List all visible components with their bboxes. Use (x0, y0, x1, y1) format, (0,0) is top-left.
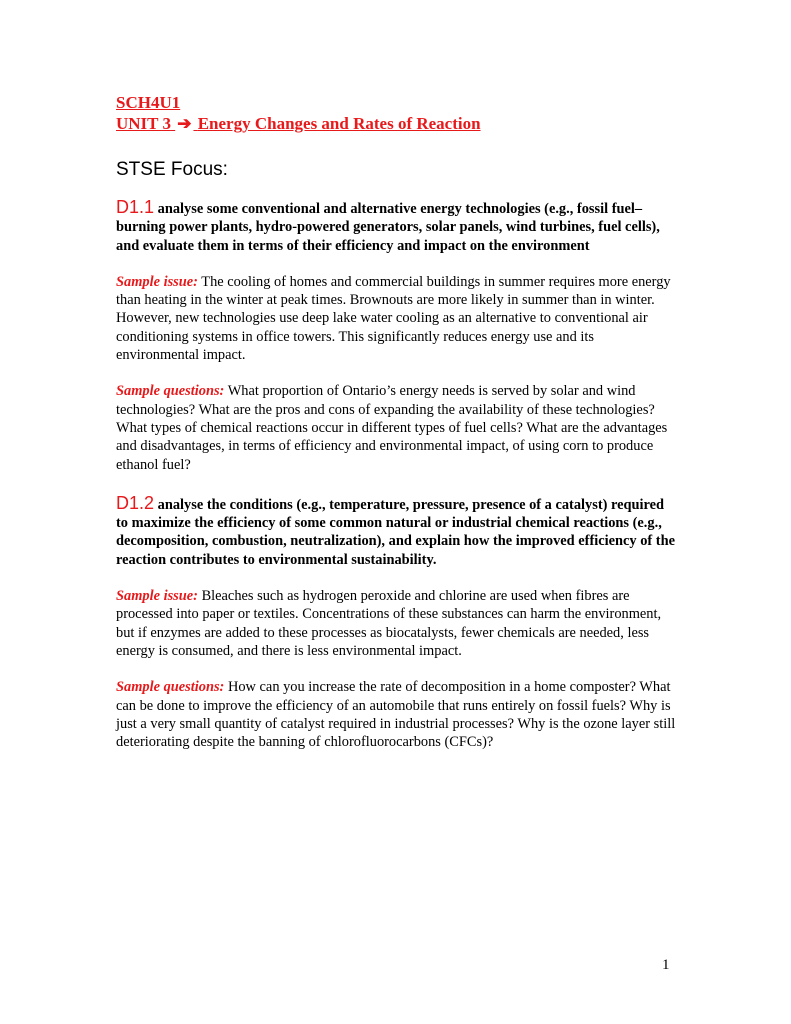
sample-issue-label: Sample issue: (116, 588, 198, 605)
sample-issue-text: Bleaches such as hydrogen peroxide and chlorine are used when fibres are processed into paper or textiles. Concentrations of these substances can harm the environment, but if enzymes are added to these processes as biocatalysts, fewer chemicals are needed, less energy is consumed, and there is less environmental impact. (116, 588, 662, 659)
sample-questions-d1-2 (116, 678, 676, 751)
sample-questions-label: Sample questions: (116, 679, 225, 696)
expectation-code: D1.2 (116, 492, 155, 513)
course-code: SCH4U1 (116, 93, 181, 112)
sample-questions-d1-1 (116, 382, 676, 473)
sample-issue-d1-2 (116, 587, 676, 660)
sample-questions-label: Sample questions: (116, 383, 225, 400)
sample-issue-d1-1 (116, 273, 676, 364)
unit-name: Energy Changes and Rates of Reaction (197, 114, 481, 133)
unit-prefix: UNIT 3 (116, 114, 171, 133)
expectation-d1-2 (116, 494, 676, 569)
expectation-code: D1.1 (116, 197, 155, 217)
right-arrow-icon: ➔ (177, 114, 192, 133)
unit-title (116, 113, 676, 134)
document-page (116, 92, 676, 751)
sample-questions-text: How can you increase the rate of decomposition in a home composter? What can be done to improve the efficiency of an automobile that runs entirely on fossil fuels? Why is just a very small quantity of catalyst required in industrial processes? Why is the ozone layer still deteriorating despite the banning of chlorofluorocarbons (CFCs)? (116, 679, 676, 751)
expectation-text: analyse some conventional and alternative energy technologies (e.g., fossil fuel–burning power plants, hydro-powered generators, solar panels, wind turbines, fuel cells), and evaluate them in terms of their efficiency and impact on the environment (116, 201, 660, 254)
sample-issue-label: Sample issue: (116, 273, 198, 290)
focus-heading: STSE Focus: (116, 159, 228, 180)
sample-questions-text: What proportion of Ontario’s energy needs is served by solar and wind technologies? What are the pros and cons of expanding the availability of these technologies? What types of chemical reactions occur in different types of fuel cells? What are the advantages and disadvantages, in terms of efficiency and environmental impact, of using corn to produce ethanol fuel? (116, 383, 668, 473)
sample-issue-text: The cooling of homes and commercial buildings in summer requires more energy than heating in the winter at peak times. Brownouts are more likely in summer than in winter. However, new technologies use deep lake water cooling as an alternative to conventional air conditioning systems in office towers. This significantly reduces energy use and its environmental impact. (116, 273, 671, 364)
page-number: 1 (662, 957, 670, 973)
expectation-d1-1 (116, 198, 676, 255)
expectation-text: analyse the conditions (e.g., temperature, pressure, presence of a catalyst) required to maximize the efficiency of some common natural or industrial chemical reactions (e.g., decomposition, combustion, neutralization), and explain how the improved efficiency of the reaction contributes to environmental sustainability. (116, 496, 675, 568)
